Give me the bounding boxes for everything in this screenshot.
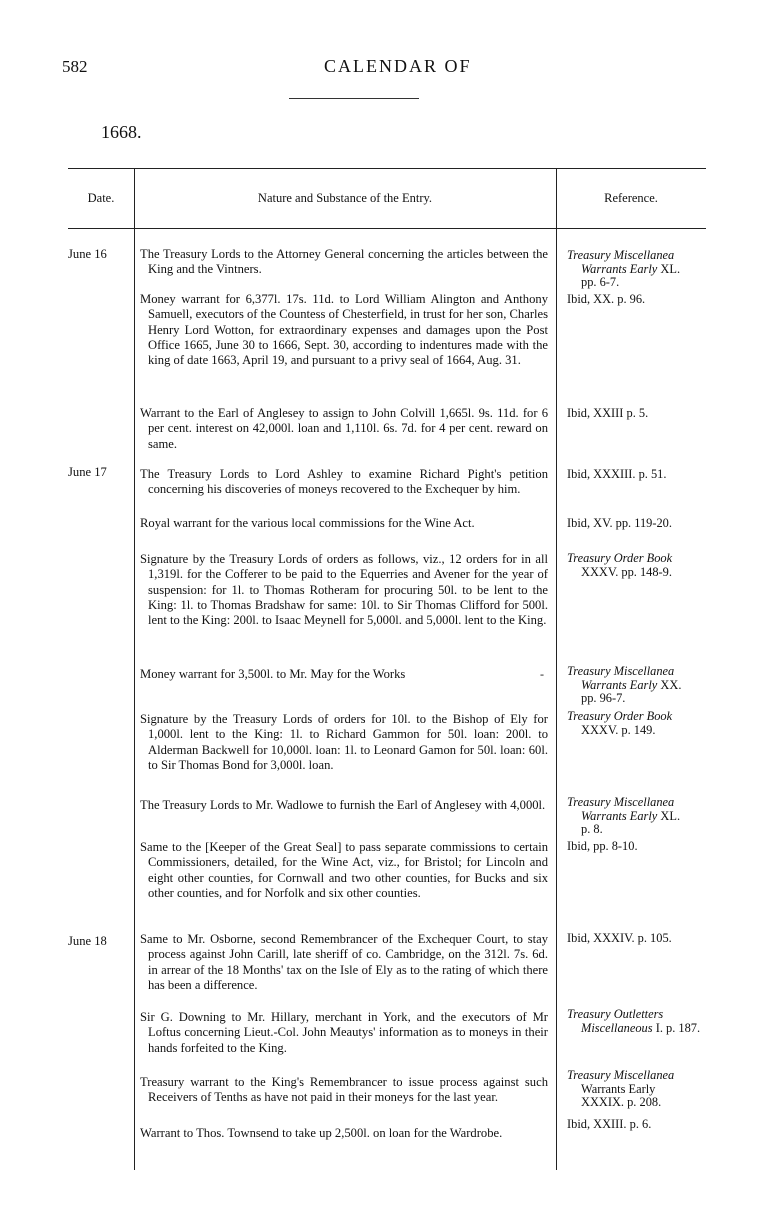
reference-line: pp. 6-7. bbox=[581, 275, 620, 290]
reference-cell bbox=[567, 665, 722, 706]
title-rule bbox=[289, 98, 419, 99]
reference-line: Warrants Early XL. bbox=[581, 808, 681, 823]
entry-text: The Treasury Lords to Lord Ashley to examine Richard Pight's petition concerning his discoveries of moneys recovered to the Exchequer by him. bbox=[140, 467, 548, 497]
reference-cell: Ibid, XXXIII. p. 51. bbox=[567, 467, 667, 481]
reference-line: Treasury Miscellanea bbox=[567, 795, 675, 809]
reference-line: Treasury Miscellanea bbox=[567, 248, 675, 262]
reference-line: XXXV. pp. 148-9. bbox=[581, 564, 672, 579]
date-label: June 16 bbox=[68, 247, 107, 261]
reference-cell: Ibid, XXXIV. p. 105. bbox=[567, 931, 672, 945]
date-label: June 18 bbox=[68, 934, 107, 948]
reference-line: p. 8. bbox=[581, 822, 603, 837]
entry-text: Treasury warrant to the King's Remembrancer to issue process against such Receivers of Tenths as have not paid in their moneys for the last year. bbox=[140, 1075, 548, 1105]
entry-text: The Treasury Lords to Mr. Wadlowe to furnish the Earl of Anglesey with 4,000l. bbox=[140, 798, 546, 812]
entry-text: Same to Mr. Osborne, second Remembrancer of the Exchequer Court, to stay process against John Carill, late sheriff of co. Cambridge, on the 312l. 7s. 6d. in arrear of the 18 Months' tax on the Isle of Ely as to the rating of which there has been a difference. bbox=[140, 932, 548, 992]
leader-dash: - bbox=[540, 667, 544, 681]
entry-text: Money warrant for 3,500l. to Mr. May for the Works bbox=[140, 667, 406, 681]
reference-line: Miscellaneous I. p. 187. bbox=[581, 1020, 701, 1035]
reference-line: Treasury Miscellanea bbox=[567, 1068, 675, 1082]
reference-cell: Ibid, pp. 8-10. bbox=[567, 839, 638, 853]
reference-line: Warrants Early XX. bbox=[581, 677, 682, 692]
date-label: June 17 bbox=[68, 465, 107, 479]
reference-cell: Ibid, XXIII p. 5. bbox=[567, 406, 649, 420]
entry-text: Signature by the Treasury Lords of orders for 10l. to the Bishop of Ely for 1,000l. lent to the King: 1l. to Richard Gammon for 50l. loan: 200l. to Alderman Backwell for 10,000l. loan: 1l. to Leonard Gamon for 50l. loan: 60l. to Sir Thomas Bond for 3,000l. loan. bbox=[140, 712, 548, 772]
reference-line: Warrants Early XL. bbox=[581, 261, 681, 276]
page-number: 582 bbox=[62, 57, 88, 76]
reference-cell bbox=[567, 1008, 722, 1035]
reference-cell bbox=[567, 796, 722, 837]
date-column-divider bbox=[134, 168, 135, 1170]
year-heading: 1668. bbox=[101, 122, 142, 142]
reference-cell: Ibid, XV. pp. 119-20. bbox=[567, 516, 672, 530]
entry-text: Warrant to Thos. Townsend to take up 2,500l. on loan for the Wardrobe. bbox=[140, 1126, 503, 1140]
reference-line: XXXIX. p. 208. bbox=[581, 1095, 662, 1110]
reference-column-divider bbox=[556, 168, 557, 1170]
reference-cell bbox=[567, 552, 722, 579]
reference-line: XXXV. p. 149. bbox=[581, 722, 656, 737]
reference-line: Treasury Order Book bbox=[567, 709, 673, 723]
entry-text: Royal warrant for the various local commissions for the Wine Act. bbox=[140, 516, 475, 530]
entry-text: Same to the [Keeper of the Great Seal] to pass separate commissions to certain Commissioners, detailed, for the Wine Act, viz., for Bristol; for Lincoln and eight other counties, for Cornwall and two other counties, for Bucks and six other counties, and for Norfolk and six other counties. bbox=[140, 840, 548, 900]
column-header-nature: Nature and Substance of the Entry. bbox=[257, 191, 433, 205]
reference-cell bbox=[567, 249, 722, 290]
column-header-date: Date. bbox=[87, 191, 115, 205]
entry-text: Warrant to the Earl of Anglesey to assign to John Colvill 1,665l. 9s. 11d. for 6 per cent. interest on 42,000l. loan and 1,110l. 6s. 7d. for 4 per cent. reward on same. bbox=[140, 406, 548, 451]
reference-cell: Ibid, XX. p. 96. bbox=[567, 292, 646, 306]
column-header-reference: Reference. bbox=[604, 191, 658, 205]
entry-text: The Treasury Lords to the Attorney General concerning the articles between the King and the Vintners. bbox=[140, 247, 548, 277]
entry-text: Money warrant for 6,377l. 17s. 11d. to Lord William Alington and Anthony Samuell, executors of the Countess of Chesterfield, in trust for her son, Charles Henry Lord Wotton, for extraordinary expenses and damages upon the Post Office 1665, June 30 to 1666, Sept. 30, according to indentures made with the king of date 1663, April 19, and pursuant to a privy seal of 1664, Aug. 31. bbox=[140, 292, 548, 368]
reference-cell bbox=[567, 1069, 722, 1110]
entry-text: Signature by the Treasury Lords of orders as follows, viz., 12 orders for in all 1,319l. for the Cofferer to be paid to the Equerries and Avener for the year of suspension: for 1l. to Thomas Rotheram for procuring 50l. to be lent to the King: 1l. to Thomas Bradshaw for same: 10l. to Sir Thomas Clifford for 500l. lent to the King: 200l. to Isaac Meynell for 5,000l. and 5,000l. lent to the King. bbox=[140, 552, 548, 628]
reference-cell: Ibid, XXIII. p. 6. bbox=[567, 1117, 652, 1131]
running-title: CALENDAR OF bbox=[324, 56, 472, 76]
reference-line: Treasury Miscellanea bbox=[567, 664, 675, 678]
entry-text: Sir G. Downing to Mr. Hillary, merchant in York, and the executors of Mr Loftus concerning Lieut.-Col. John Meautys' information as to moneys in their hands forfeited to the King. bbox=[140, 1010, 548, 1055]
header-bottom-rule bbox=[68, 228, 706, 229]
reference-line: pp. 96-7. bbox=[581, 691, 626, 706]
table-top-rule bbox=[68, 168, 706, 169]
reference-line: Treasury Order Book bbox=[567, 551, 673, 565]
reference-line: Warrants Early bbox=[581, 1081, 656, 1096]
reference-line: Treasury Outletters bbox=[567, 1007, 664, 1021]
reference-cell bbox=[567, 710, 722, 737]
